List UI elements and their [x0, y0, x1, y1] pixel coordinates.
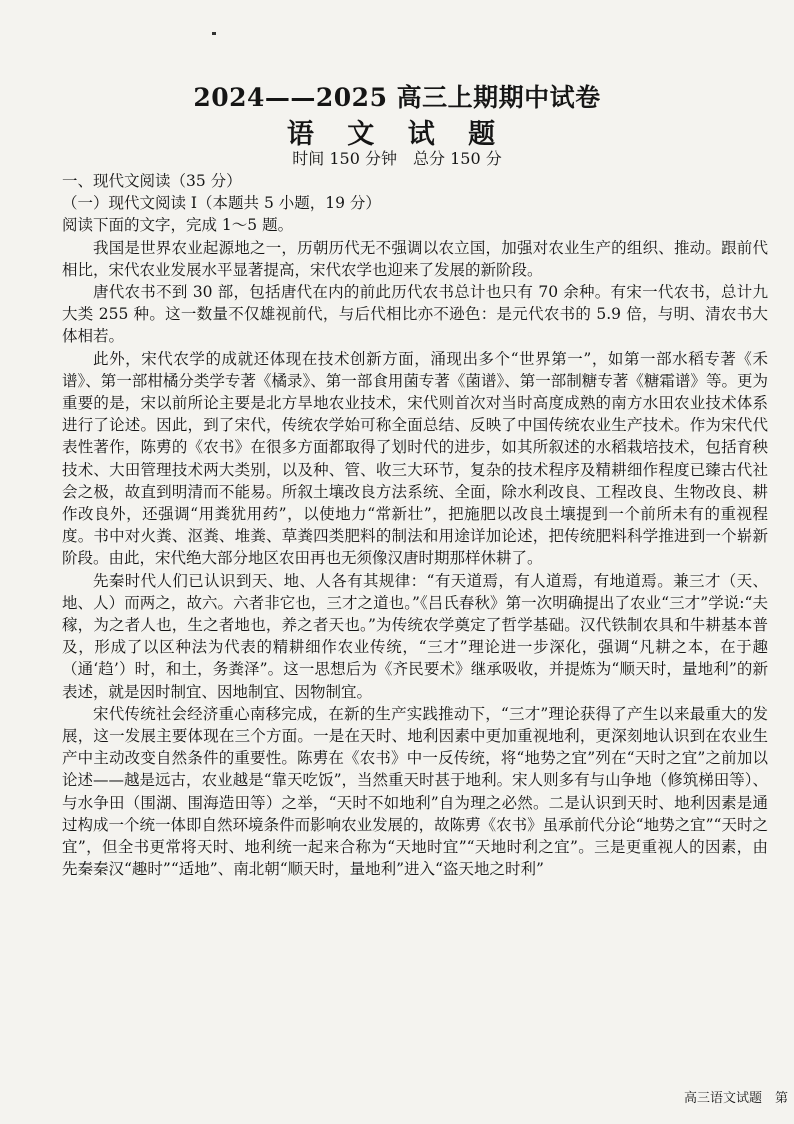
reading-instruction: 阅读下面的文字，完成 1～5 题。	[62, 216, 294, 235]
passage-paragraph: 唐代农书不到 30 部，包括唐代在内的前此历代农书总计也只有 70 余种。有宋一代农书，总计九大类 255 种。这一数量不仅雄视前代，与后代相比亦不逊色：是元代农书的 5.9 倍，与明、清农书大体相若。	[62, 283, 768, 346]
section-heading: 一、现代文阅读（35 分）	[62, 172, 242, 190]
scan-speck	[212, 32, 216, 35]
passage-paragraph: 宋代传统社会经济重心南移完成，在新的生产实践推动下，“三才”理论获得了产生以来最重大的发展，这一发展主要体现在三个方面。一是在天时、地利因素中更加重视地利，更深刻地认识到在农业生产中主动改变自然条件的重要性。陈旉在《农书》中一反传统，将“地势之宜”列在“天时之宜”之前加以论述——越是远古，农业越是“靠天吃饭”，当然重天时甚于地利。宋人则多有与山争地（修筑梯田等）、与水争田（围湖、围海造田等）之举，“天时不如地利”自为理之必然。二是认识到天时、地利因素是通过构成一个统一体即自然环境条件而影响农业发展的，故陈旉《农书》虽承前代分论“地势之宜”“天时之宜”，但全书更常将天时、地利统一起来合称为“天地时宜”“天地时利之宜”。三是更重视人的因素，由先秦秦汉“趣时”“适地”、南北朝“顺天时，量地利”进入“盗天地之时利”	[62, 704, 768, 879]
passage-paragraph: 先秦时代人们已认识到天、地、人各有其规律：“有天道焉，有人道焉，有地道焉。兼三才（天、地、人）而两之，故六。六者非它也，三才之道也。”《吕氏春秋》第一次明确提出了农业“三才”学说:“夫稼，为之者人也，生之者地也，养之者天也。”为传统农学奠定了哲学基础。汉代铁制农具和牛耕基本普及，形成了以区种法为代表的精耕细作农业传统，“三才”理论进一步深化，强调“凡耕之本，在于趣（通‘趋’）时，和土，务粪泽”。这一思想后为《齐民要术》继承吸收，并提炼为“顺天时，量地利”的新表述，就是因时制宜、因地制宜、因物制宜。	[62, 571, 768, 701]
page-footer: 高三语文试题 第	[683, 1091, 788, 1106]
passage-paragraph: 我国是世界农业起源地之一，历朝历代无不强调以农立国，加强对农业生产的组织、推动。跟前代相比，宋代农业发展水平显著提高，宋代农学也迎来了发展的新阶段。	[62, 238, 768, 279]
exam-title: 2024——2025 高三上期期中试卷	[193, 83, 601, 112]
subject-heading: 语 文 试 题	[286, 119, 508, 150]
subsection-heading: （一）现代文阅读 I（本题共 5 小题，19 分）	[62, 194, 381, 213]
exam-content	[62, 170, 768, 881]
passage-paragraph: 此外，宋代农学的成就还体现在技术创新方面，涌现出多个“世界第一”，如第一部水稻专著《禾谱》、第一部柑橘分类学专著《橘录》、第一部食用菌专著《菌谱》、第一部制糖专著《糖霜谱》等。更为重要的是，宋以前所论主要是北方旱地农业技术，宋代则首次对当时高度成熟的南方水田农业技术体系进行了论述。因此，到了宋代，传统农学始可称全面总结、反映了中国传统农业生产技术。作为宋代代表性著作，陈旉的《农书》在很多方面都取得了划时代的进步，如其所叙述的水稻栽培技术，包括育秧技术、大田管理技术两大类别，以及种、管、收三大环节，复杂的技术程序及精耕细作程度已臻古代社会之极，故直到明清而不能易。所叙土壤改良方法系统、全面，除水利改良、工程改良、生物改良、耕作改良外，还强调“用粪犹用药”，以使地力“常新壮”，把施肥以改良土壤提到一个前所未有的重视程度。书中对火粪、沤粪、堆粪、草粪四类肥料的制法和用途详加论述，把传统肥料科学推进到一个崭新阶段。由此，宋代绝大部分地区农田再也无须像汉唐时期那样休耕了。	[62, 349, 768, 568]
time-and-score: 时间 150 分钟 总分 150 分	[292, 149, 502, 168]
